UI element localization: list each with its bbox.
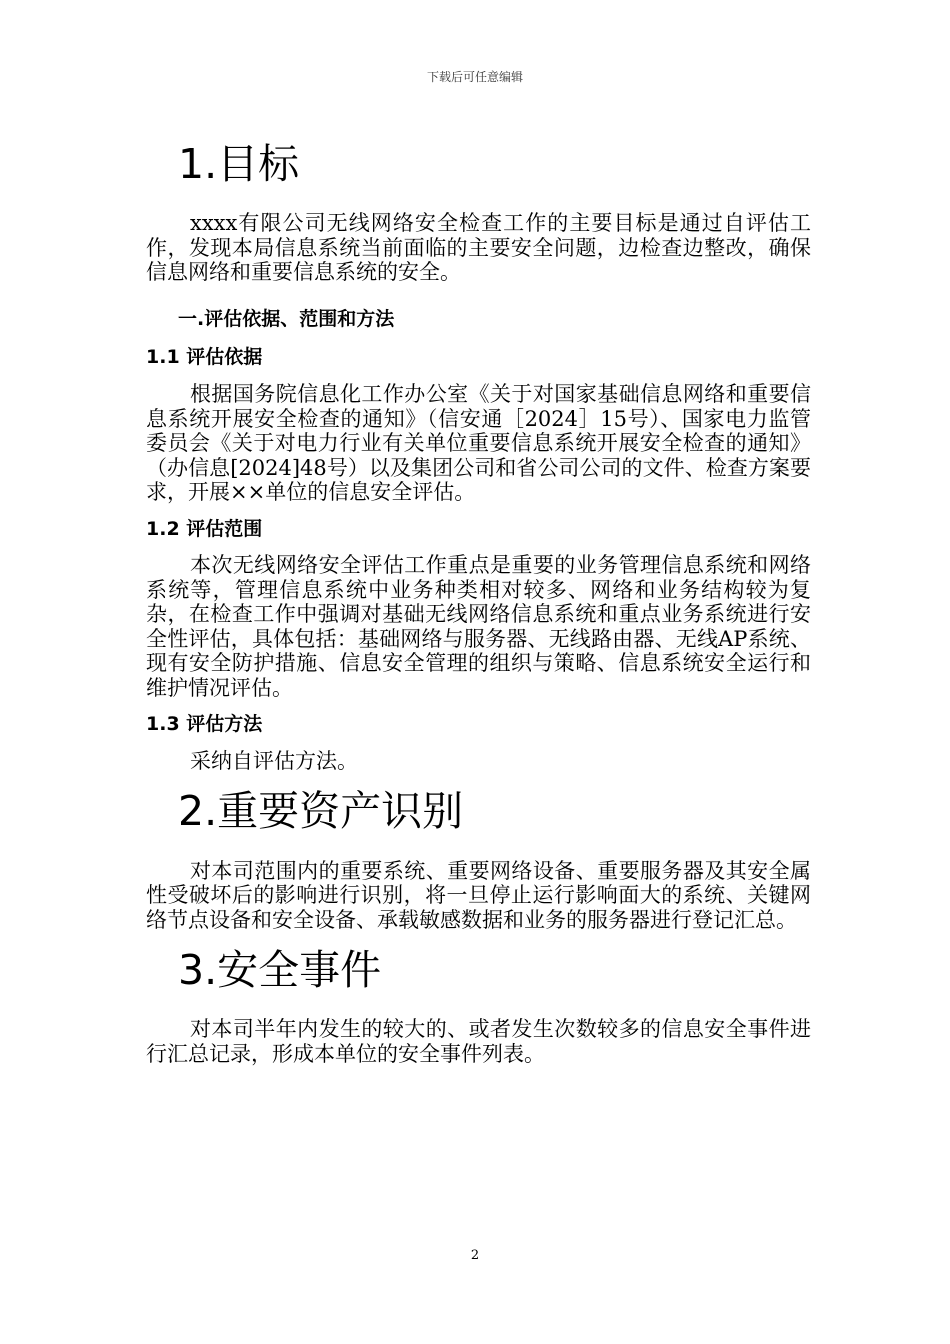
header-note: 下载后可任意编辑 bbox=[426, 70, 523, 84]
page-number: 2 bbox=[470, 1248, 480, 1263]
paragraph-goal: xxxx有限公司无线网络安全检查工作的主要目标是通过自评估工作，发现本局信息系统当前面临的主要安全问题，边检查边整改，确保信息网络和重要信息系统的安全。 bbox=[146, 211, 811, 285]
document-body bbox=[146, 140, 811, 1066]
section-title-goal: 1.目标 bbox=[178, 140, 300, 188]
paragraph-basis: 根据国务院信息化工作办公室《关于对国家基础信息网络和重要信息系统开展安全检查的通知》（信安通［2024］15号）、国家电力监管委员会《关于对电力行业有关单位重要信息系统开展安全检查的通知》（办信息[2024]48号）以及集团公司和省公司公司的文件、检查方案要求，开展××单位的信息安全评估。 bbox=[146, 382, 811, 505]
section-title-assets: 2.重要资产识别 bbox=[178, 787, 464, 836]
section-title-method: 一.评估依据、范围和方法 bbox=[178, 307, 395, 330]
paragraph-scope: 本次无线网络安全评估工作重点是重要的业务管理信息系统和网络系统等，管理信息系统中业务种类相对较多、网络和业务结构较为复杂，在检查工作中强调对基础无线网络信息系统和重点业务系统进行安全性评估，具体包括：基础网络与服务器、无线路由器、无线AP系统、现有安全防护措施、信息安全管理的组织与策略、信息系统安全运行和维护情况评估。 bbox=[146, 553, 811, 700]
subsection-title-basis: 1.1 评估依据 bbox=[146, 346, 263, 369]
subsection-title-approach: 1.3 评估方法 bbox=[146, 713, 263, 736]
section-title-events: 3.安全事件 bbox=[178, 946, 382, 995]
subsection-title-scope: 1.2 评估范围 bbox=[146, 517, 263, 540]
paragraph-assets: 对本司范围内的重要系统、重要网络设备、重要服务器及其安全属性受破坏后的影响进行识别，将一旦停止运行影响面大的系统、关键网络节点设备和安全设备、承载敏感数据和业务的服务器进行登记汇总。 bbox=[146, 858, 811, 932]
paragraph-events: 对本司半年内发生的较大的、或者发生次数较多的信息安全事件进行汇总记录，形成本单位的安全事件列表。 bbox=[146, 1017, 811, 1066]
paragraph-approach: 采纳自评估方法。 bbox=[190, 748, 358, 773]
